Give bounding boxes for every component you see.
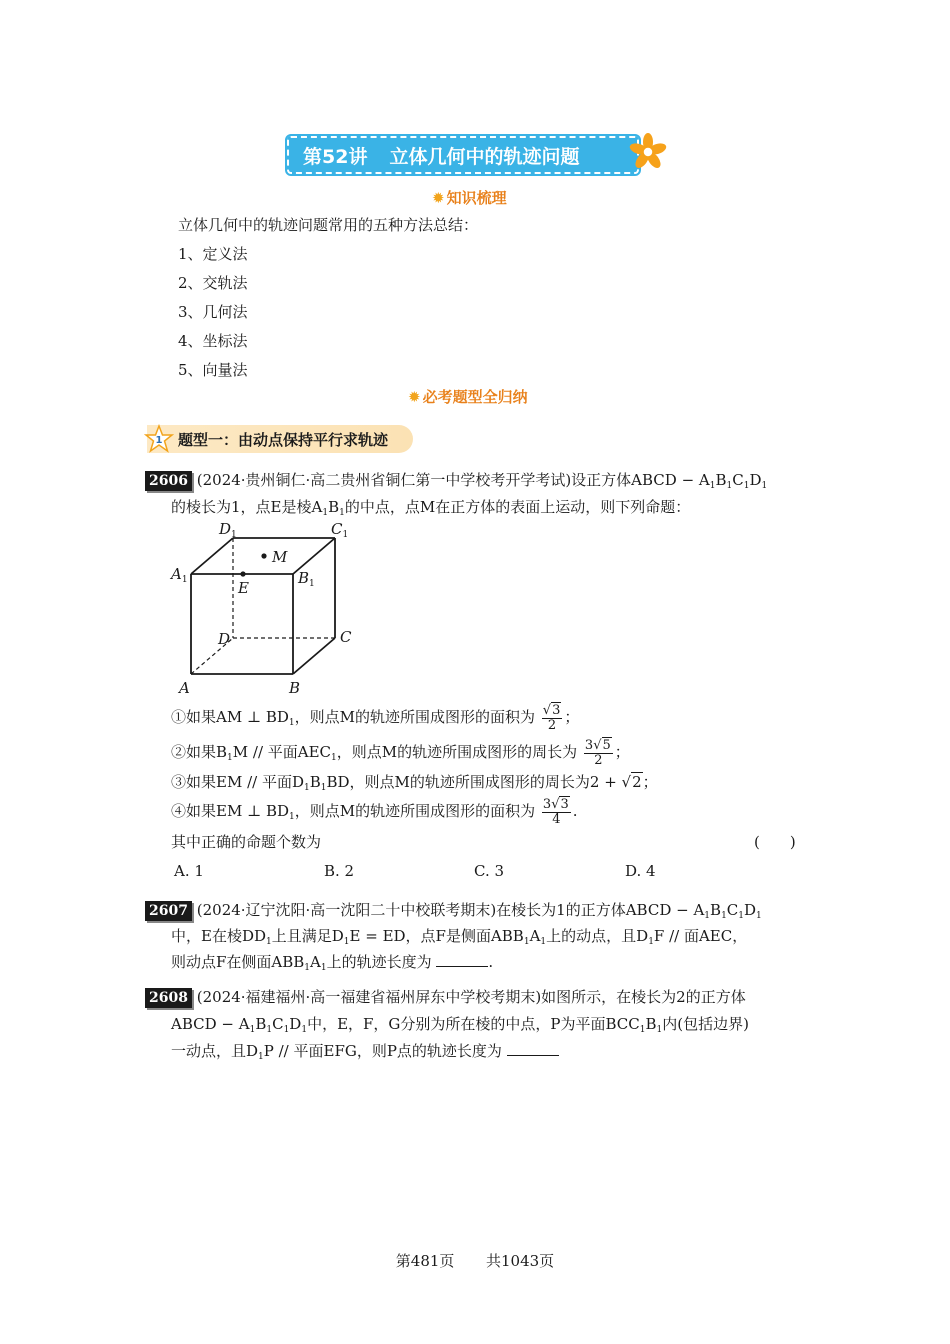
point-e [240,571,245,576]
choice-a: A. 1 [174,862,204,880]
label-b: B [289,679,301,697]
exam-types-heading-label: 必考题型全归纳 [422,388,528,406]
question-2607-line2: 中，E在棱$DD_1$上且满足$D_1E$ = ED，点F是侧面$ABB_1A_1$上的动点，且$D_1F$ // 面AEC， [171,927,748,947]
answer-paren: ( ) [754,833,796,851]
gear-icon: ✹ [432,188,445,207]
choice-c: C. 3 [474,862,505,880]
question-2607-line3: 则动点F在侧面$ABB_1A_1$上的轨迹长度为 . [171,953,494,973]
label-d: D [218,630,231,648]
question-number: 2607 [145,901,192,921]
label-d1: $D_1$ [219,520,237,540]
type-title: 题型一：由动点保持平行求轨迹 [178,431,389,449]
knowledge-intro: 立体几何中的轨迹问题常用的五种方法总结： [178,216,479,234]
question-2606-line2: 的棱长为1，点E是棱$A_1B_1$的中点，点M在正方体的表面上运动，则下列命题： [171,498,691,518]
label-m: M [272,548,288,566]
label-c: C [340,628,352,646]
point-m [261,553,266,558]
question-number: 2606 [145,471,192,491]
fraction: $\frac{√3}{2}$ [542,702,561,733]
page-footer [0,1251,950,1271]
answer-blank[interactable] [507,1041,559,1056]
flower-icon [628,130,668,172]
label-a1: $A_1$ [171,565,188,585]
star-badge-icon [144,424,174,454]
option-1: ①如果AM ⊥ $BD_1$，则点M的轨迹所围成图形的面积为 $\frac{√3}{2}$ ； [171,702,580,733]
lesson-banner [287,136,639,174]
question-2607-line1: 2607 (2024·辽宁沈阳·高一沈阳二十中校联考期末)在棱长为1的正方体ABCD − $A_1B_1C_1D_1$ [145,900,762,926]
lesson-number: 第52讲 [303,145,368,168]
knowledge-heading [432,187,507,208]
gear-icon: ✹ [408,387,421,406]
edge-a1d1 [191,538,233,574]
method-item: 1、定义法 [178,245,248,263]
page-total: 共1043页 [486,1252,555,1270]
question-2606-ask: 其中正确的命题个数为 [171,833,322,851]
label-e: E [238,579,249,597]
label-b1: $B_1$ [298,569,315,589]
method-item: 2、交轨法 [178,274,248,292]
label-c1: $C_1$ [331,520,349,540]
exam-types-heading [408,386,528,407]
lesson-title: 立体几何中的轨迹问题 [389,145,580,168]
edge-bc [293,638,335,674]
page-number: 第481页 [395,1252,455,1270]
fraction: $\frac{3√5}{2}$ [584,737,611,768]
knowledge-heading-label: 知识梳理 [446,189,507,207]
question-2608-line1: 2608 (2024·福建福州·高一福建省福州屏东中学校考期末)如图所示，在棱长为2的正方体 [145,987,746,1008]
method-item: 5、向量法 [178,361,248,379]
option-2: ②如果$B_1M$ // 平面$AEC_1$，则点M的轨迹所围成图形的周长为 $\frac{3√5}{2}$ ； [171,737,630,768]
label-a: A [179,679,190,697]
choice-b: B. 2 [324,862,355,880]
type-badge-number: 1 [155,435,163,446]
question-2606-line1: 2606 (2024·贵州铜仁·高二贵州省铜仁第一中学校考开学考试)设正方体ABCD − $A_1B_1C_1D_1$ [145,470,767,496]
option-4: ④如果EM ⊥ $BD_1$，则点M的轨迹所围成图形的面积为 $\frac{3√3}{4}$ . [171,796,578,827]
cube-figure [165,518,365,700]
option-3: ③如果EM // 平面$D_1B_1BD$，则点M的轨迹所围成图形的周长为2 + √2； [171,773,658,793]
answer-blank[interactable] [436,952,488,967]
question-number: 2608 [145,988,192,1008]
method-item: 3、几何法 [178,303,248,321]
choice-d: D. 4 [625,862,656,880]
method-item: 4、坐标法 [178,332,248,350]
fraction: $\frac{3√3}{4}$ [542,796,569,827]
question-2608-line3: 一动点，且$D_1P$ // 平面EFG，则P点的轨迹长度为 [171,1041,559,1067]
question-2608-line2: ABCD − $A_1B_1C_1D_1$中，E，F，G分别为所在棱的中点，P为平面$BCC_1B_1$内(包括边界) [171,1015,749,1035]
